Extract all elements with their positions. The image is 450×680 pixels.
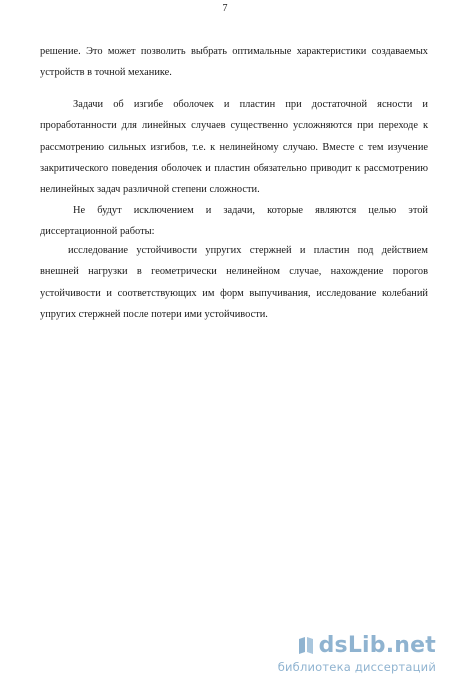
text-line: Задачи об изгибе оболочек и пластин при достаточной ясности и <box>73 99 428 110</box>
watermark-logo <box>246 632 436 658</box>
paragraph-2 <box>40 94 428 200</box>
text-line: проработанности для линейных случаев существенно усложняются при переходе к <box>40 120 428 132</box>
watermark <box>246 632 436 674</box>
book-logo-icon <box>297 635 315 655</box>
paragraph-1 <box>40 41 428 84</box>
paragraph-3 <box>40 200 428 243</box>
text-line: исследование устойчивости упругих стержней и пластин под действием <box>68 245 428 256</box>
watermark-name: dsLib.net <box>318 632 436 658</box>
text-line: упругих стержней после потери ими устойчивости. <box>40 308 268 320</box>
watermark-caption: библиотека диссертаций <box>277 660 436 674</box>
text-line: закритического поведения оболочек и пластин обязательно приводит к рассмотрению <box>40 162 428 174</box>
text-line: рассмотрению сильных изгибов, т.е. к нелинейному случаю. Вместе с тем изучение <box>40 141 428 153</box>
paragraph-4 <box>40 240 428 325</box>
text-line: диссертационной работы: <box>40 226 155 238</box>
page-number: 7 <box>222 3 228 14</box>
text-line: устойчивости и соответствующих им форм выпучивания, исследование колебаний <box>40 287 428 299</box>
text-line: внешней нагрузки в геометрически нелинейном случае, нахождение порогов <box>40 266 428 278</box>
text-line: решение. Это может позволить выбрать оптимальные характеристики создаваемых <box>40 46 428 57</box>
text-line: Не будут исключением и задачи, которые являются целью этой <box>73 205 428 216</box>
text-line: нелинейных задач различной степени сложности. <box>40 184 260 196</box>
text-line: устройств в точной механике. <box>40 67 172 79</box>
